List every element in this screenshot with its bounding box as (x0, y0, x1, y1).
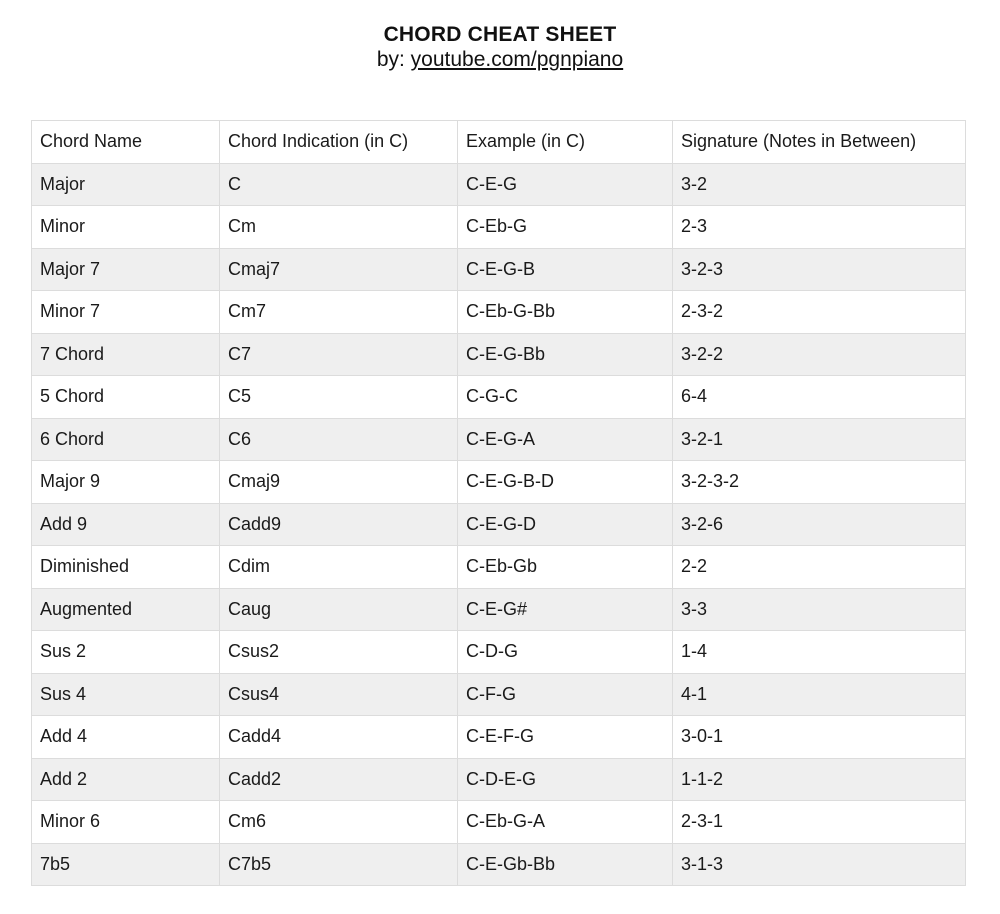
chord-name-cell: 6 Chord (32, 418, 220, 461)
signature-cell: 6-4 (673, 376, 966, 419)
signature-cell: 2-2 (673, 546, 966, 589)
example-cell: C-E-G-Bb (458, 333, 673, 376)
table-row (32, 673, 966, 716)
example-cell: C-D-E-G (458, 758, 673, 801)
chord-indication-cell: Cadd9 (220, 503, 458, 546)
chord-indication-cell: Cadd2 (220, 758, 458, 801)
chord-name-cell: Major 9 (32, 461, 220, 504)
table-row (32, 291, 966, 334)
signature-cell: 1-1-2 (673, 758, 966, 801)
signature-cell: 1-4 (673, 631, 966, 674)
signature-cell: 3-2-3 (673, 248, 966, 291)
example-cell: C-E-G-B (458, 248, 673, 291)
table-row (32, 503, 966, 546)
example-cell: C-G-C (458, 376, 673, 419)
chord-indication-cell: Cm7 (220, 291, 458, 334)
example-cell: C-E-G-A (458, 418, 673, 461)
signature-cell: 3-2-2 (673, 333, 966, 376)
chord-indication-cell: Cm (220, 206, 458, 249)
example-cell: C-F-G (458, 673, 673, 716)
chord-name-cell: Major 7 (32, 248, 220, 291)
chord-indication-cell: Csus4 (220, 673, 458, 716)
table-row (32, 461, 966, 504)
table-row (32, 631, 966, 674)
chord-indication-cell: C (220, 163, 458, 206)
chord-name-cell: Minor (32, 206, 220, 249)
signature-cell: 2-3-2 (673, 291, 966, 334)
example-cell: C-E-G (458, 163, 673, 206)
example-cell: C-Eb-Gb (458, 546, 673, 589)
signature-cell: 3-2 (673, 163, 966, 206)
table-row (32, 801, 966, 844)
chord-name-cell: Augmented (32, 588, 220, 631)
signature-cell: 4-1 (673, 673, 966, 716)
chord-indication-cell: C7b5 (220, 843, 458, 886)
table-row (32, 716, 966, 759)
example-cell: C-E-G-D (458, 503, 673, 546)
table-row (32, 376, 966, 419)
chord-indication-cell: Cmaj7 (220, 248, 458, 291)
example-cell: C-E-G-B-D (458, 461, 673, 504)
example-cell: C-Eb-G-A (458, 801, 673, 844)
example-cell: C-E-F-G (458, 716, 673, 759)
chord-name-cell: Add 9 (32, 503, 220, 546)
table-row (32, 843, 966, 886)
column-header-chord-name: Chord Name (32, 121, 220, 164)
chord-name-cell: Minor 6 (32, 801, 220, 844)
signature-cell: 3-3 (673, 588, 966, 631)
table-row (32, 758, 966, 801)
chord-indication-cell: C5 (220, 376, 458, 419)
chord-name-cell: Major (32, 163, 220, 206)
column-header-example: Example (in C) (458, 121, 673, 164)
chord-name-cell: Add 4 (32, 716, 220, 759)
chord-indication-cell: Cm6 (220, 801, 458, 844)
column-header-chord-indication: Chord Indication (in C) (220, 121, 458, 164)
byline-prefix: by: (376, 48, 411, 71)
signature-cell: 3-1-3 (673, 843, 966, 886)
table-row (32, 418, 966, 461)
chord-indication-cell: Cadd4 (220, 716, 458, 759)
column-header-signature: Signature (Notes in Between) (673, 121, 966, 164)
signature-cell: 3-2-6 (673, 503, 966, 546)
example-cell: C-E-G# (458, 588, 673, 631)
chord-indication-cell: Caug (220, 588, 458, 631)
example-cell: C-D-G (458, 631, 673, 674)
table-header-row (32, 121, 966, 164)
chord-name-cell: Diminished (32, 546, 220, 589)
chord-name-cell: Add 2 (32, 758, 220, 801)
chord-indication-cell: C7 (220, 333, 458, 376)
signature-cell: 2-3 (673, 206, 966, 249)
table-row (32, 333, 966, 376)
example-cell: C-Eb-G-Bb (458, 291, 673, 334)
chord-indication-cell: Csus2 (220, 631, 458, 674)
chord-table (31, 120, 966, 886)
signature-cell: 2-3-1 (673, 801, 966, 844)
signature-cell: 3-2-3-2 (673, 461, 966, 504)
chord-name-cell: Minor 7 (32, 291, 220, 334)
signature-cell: 3-2-1 (673, 418, 966, 461)
chord-name-cell: Sus 2 (32, 631, 220, 674)
chord-indication-cell: Cmaj9 (220, 461, 458, 504)
chord-name-cell: 7 Chord (32, 333, 220, 376)
chord-name-cell: 5 Chord (32, 376, 220, 419)
table-row (32, 588, 966, 631)
table-row (32, 163, 966, 206)
byline (0, 48, 1000, 72)
chord-name-cell: Sus 4 (32, 673, 220, 716)
example-cell: C-Eb-G (458, 206, 673, 249)
table-row (32, 248, 966, 291)
document-header (0, 22, 1000, 72)
page-title: CHORD CHEAT SHEET (383, 23, 617, 46)
chord-name-cell: 7b5 (32, 843, 220, 886)
chord-indication-cell: Cdim (220, 546, 458, 589)
example-cell: C-E-Gb-Bb (458, 843, 673, 886)
youtube-channel-link[interactable]: youtube.com/pgnpiano (410, 48, 624, 71)
signature-cell: 3-0-1 (673, 716, 966, 759)
table-row (32, 206, 966, 249)
chord-indication-cell: C6 (220, 418, 458, 461)
table-row (32, 546, 966, 589)
